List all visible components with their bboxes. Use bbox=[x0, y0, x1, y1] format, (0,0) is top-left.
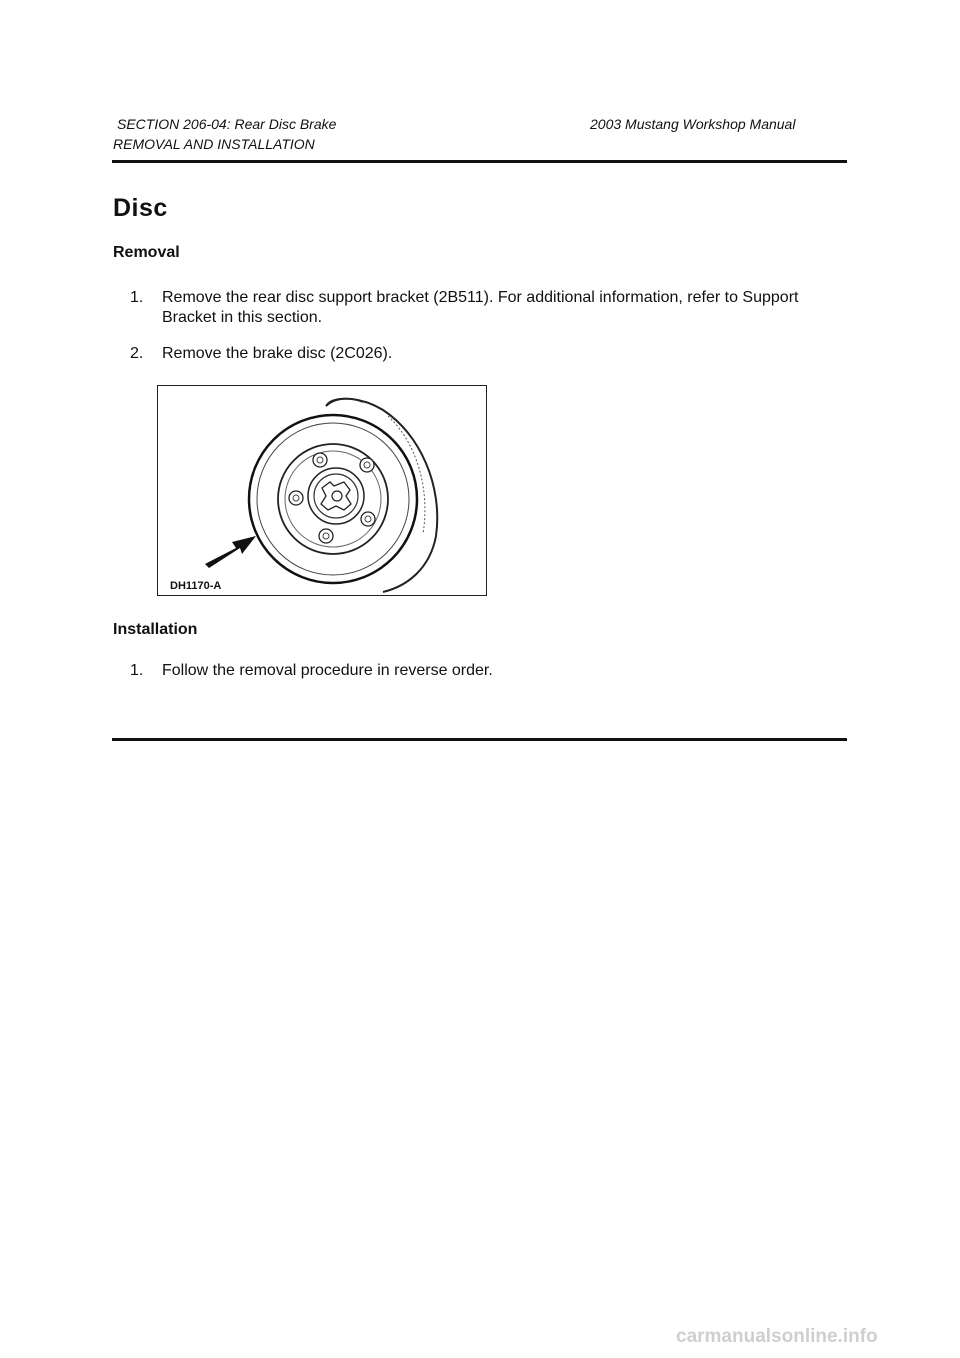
page-title: Disc bbox=[113, 194, 168, 222]
step-text: Follow the removal procedure in reverse order. bbox=[162, 662, 493, 679]
watermark: carmanualsonline.info bbox=[676, 1326, 878, 1347]
step-number: 1. bbox=[130, 289, 144, 306]
section-title: SECTION 206-04: Rear Disc Brake bbox=[117, 116, 337, 132]
step-text: Remove the brake disc (2C026). bbox=[162, 345, 393, 362]
manual-title: 2003 Mustang Workshop Manual bbox=[590, 116, 796, 132]
removal-heading: Removal bbox=[113, 244, 180, 261]
step-text: Remove the rear disc support bracket (2B511). For additional information, refer to Support Bracket in this section. bbox=[162, 289, 799, 326]
step-number: 2. bbox=[130, 345, 144, 362]
header-divider bbox=[112, 160, 847, 163]
subsection-title: REMOVAL AND INSTALLATION bbox=[113, 136, 315, 152]
brake-disc-figure bbox=[157, 385, 487, 596]
step-number: 1. bbox=[130, 662, 144, 679]
footer-divider bbox=[112, 738, 847, 741]
brake-disc-illustration-icon bbox=[158, 386, 487, 596]
figure-label: DH1170-A bbox=[170, 580, 222, 592]
installation-heading: Installation bbox=[113, 621, 198, 638]
